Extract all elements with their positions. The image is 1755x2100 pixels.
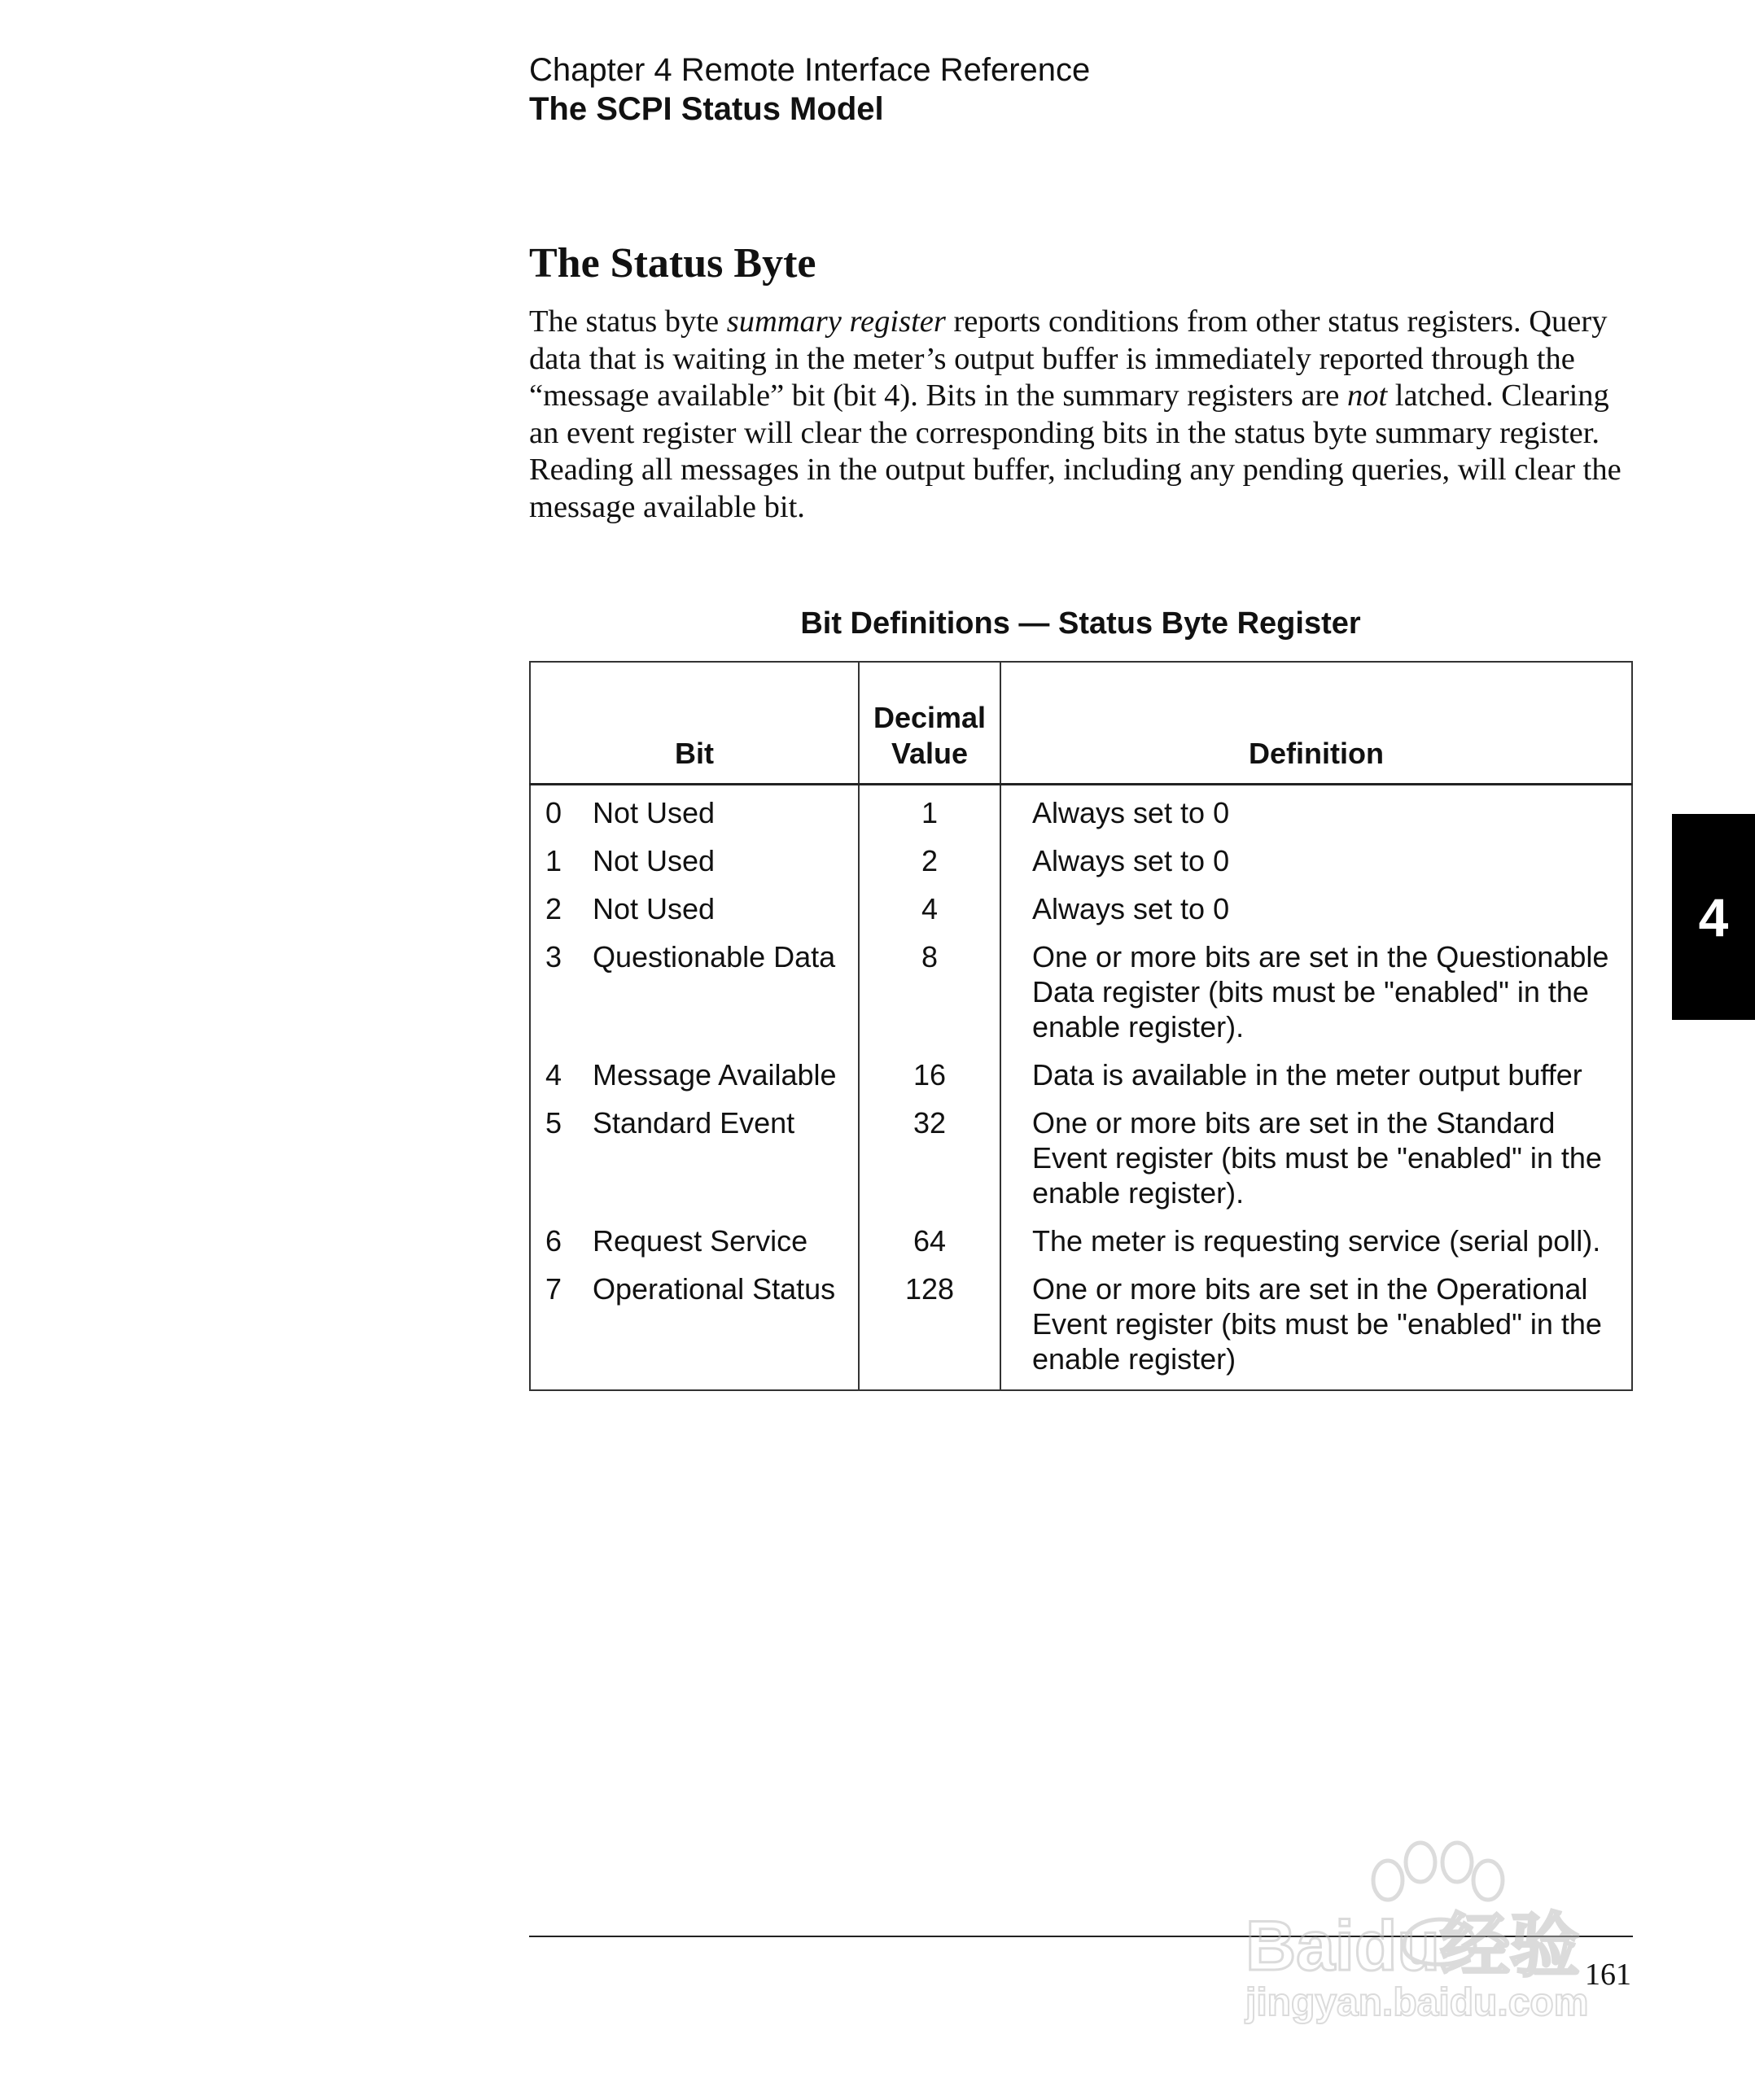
definition-cell: The meter is requesting service (serial poll). bbox=[1032, 1224, 1601, 1258]
table-row bbox=[530, 1057, 1632, 1105]
definition-cell: One or more bits are set in the Operational Event register (bits must be "enabled" in the enable register) bbox=[1032, 1272, 1602, 1376]
baidu-jingyan-watermark bbox=[1221, 1823, 1677, 2027]
paragraph-text-1: The status byte bbox=[529, 304, 727, 339]
decimal-value-cell: 16 bbox=[859, 1057, 1000, 1105]
definition-cell: Always set to 0 bbox=[1032, 892, 1230, 925]
page-heading: The Status Byte bbox=[529, 240, 816, 287]
table-row bbox=[530, 1105, 1632, 1223]
table-row bbox=[530, 785, 1632, 844]
bit-name: Questionable Data bbox=[593, 940, 836, 973]
decimal-value-cell: 32 bbox=[859, 1105, 1000, 1223]
paragraph-italic-summary-register: summary register bbox=[726, 304, 946, 339]
definition-cell: Always set to 0 bbox=[1032, 796, 1230, 829]
bit-name: Message Available bbox=[593, 1058, 837, 1092]
table-row bbox=[530, 1223, 1632, 1271]
bit-number: 3 bbox=[545, 940, 562, 973]
table-row bbox=[530, 891, 1632, 939]
watermark-text-line2: jingyan.baidu.com bbox=[1245, 1981, 1589, 2024]
bit-definitions-table bbox=[529, 661, 1633, 1391]
bit-number: 6 bbox=[545, 1224, 562, 1258]
bit-cell bbox=[530, 1105, 859, 1223]
bit-name: Not Used bbox=[593, 844, 716, 877]
decimal-value-cell: 128 bbox=[859, 1271, 1000, 1390]
bit-number: 2 bbox=[545, 892, 562, 925]
decimal-value-cell: 4 bbox=[859, 891, 1000, 939]
decimal-value-cell: 2 bbox=[859, 843, 1000, 891]
definition-cell: One or more bits are set in the Questionable Data register (bits must be "enabled" in the enable register). bbox=[1032, 940, 1609, 1043]
bit-number: 1 bbox=[545, 844, 562, 877]
chapter-thumb-tab: 4 bbox=[1672, 814, 1755, 1020]
bit-number: 4 bbox=[545, 1058, 562, 1092]
running-header bbox=[529, 50, 1090, 129]
bit-cell bbox=[530, 1271, 859, 1390]
definition-cell: Data is available in the meter output buffer bbox=[1032, 1058, 1582, 1092]
table-caption: Bit Definitions — Status Byte Register bbox=[800, 606, 1361, 641]
bit-number: 7 bbox=[545, 1272, 562, 1306]
bit-cell bbox=[530, 843, 859, 891]
decimal-header-line2: Value bbox=[891, 737, 969, 770]
paragraph-text-2: reports conditions from other status registers. Query data that is waiting in the meter’s output buffer is immediately reported through the “message available” bit (bit 4). Bits in the summary registers are bbox=[529, 304, 1608, 413]
column-header-bit: Bit bbox=[530, 662, 859, 785]
decimal-value-cell: 8 bbox=[859, 939, 1000, 1057]
bit-name: Standard Event bbox=[593, 1106, 795, 1140]
table-row bbox=[530, 843, 1632, 891]
bit-number: 0 bbox=[545, 796, 562, 829]
bit-cell bbox=[530, 1057, 859, 1105]
decimal-value-cell: 64 bbox=[859, 1223, 1000, 1271]
section-title: The SCPI Status Model bbox=[529, 91, 884, 127]
definition-cell: One or more bits are set in the Standard Event register (bits must be "enabled" in the enable register). bbox=[1032, 1106, 1602, 1210]
table-row bbox=[530, 1271, 1632, 1390]
bit-name: Not Used bbox=[593, 796, 716, 829]
watermark-text-line1: Baidu经验 bbox=[1245, 1907, 1580, 1985]
column-header-definition: Definition bbox=[1000, 662, 1632, 785]
bit-cell bbox=[530, 785, 859, 844]
table-header-row bbox=[530, 662, 1632, 785]
bit-cell bbox=[530, 939, 859, 1057]
table-row bbox=[530, 939, 1632, 1057]
bit-cell bbox=[530, 1223, 859, 1271]
paragraph-text-3: latched. Clearing an event register will clear the corresponding bits in the status byte summary register. Reading all messages in the output buffer, including any pending queries, will clear the message available bit. bbox=[529, 378, 1622, 524]
bit-cell bbox=[530, 891, 859, 939]
column-header-decimal-value bbox=[859, 662, 1000, 785]
bit-name: Operational Status bbox=[593, 1272, 836, 1306]
bit-number: 5 bbox=[545, 1106, 562, 1140]
bit-name: Not Used bbox=[593, 892, 716, 925]
page-number: 161 bbox=[1585, 1958, 1631, 1992]
definition-cell: Always set to 0 bbox=[1032, 844, 1230, 877]
paragraph-italic-not: not bbox=[1346, 378, 1388, 413]
bit-name: Request Service bbox=[593, 1224, 808, 1258]
decimal-value-cell: 1 bbox=[859, 785, 1000, 844]
decimal-header-line1: Decimal bbox=[873, 701, 987, 734]
chapter-title: Chapter 4 Remote Interface Reference bbox=[529, 52, 1091, 88]
body-paragraph bbox=[529, 304, 1636, 527]
